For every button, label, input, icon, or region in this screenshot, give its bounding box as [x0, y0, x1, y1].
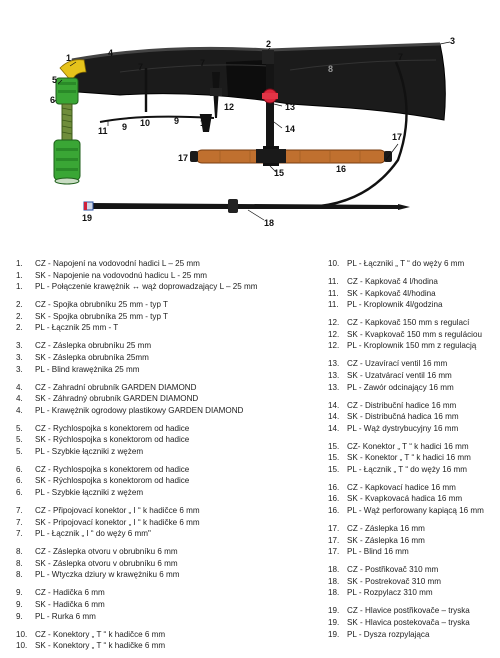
callout-18: 18 [264, 218, 275, 228]
legend-number: 2. [16, 311, 23, 321]
legend-line [328, 464, 498, 476]
legend-text: CZ - Spojka obrubníku 25 mm - typ T [35, 300, 168, 310]
legend-line [16, 558, 316, 570]
callout-9a: 9 [122, 122, 128, 132]
legend-group [16, 340, 316, 375]
legend-group [328, 317, 498, 352]
callout-4: 4 [108, 48, 114, 58]
legend-line [328, 299, 498, 311]
callout-13: 13 [285, 102, 296, 112]
legend-column-left [16, 258, 316, 658]
legend-line [328, 629, 498, 641]
legend-line [16, 528, 316, 540]
legend-line [16, 311, 316, 323]
legend-text: SK - Záslepka 16 mm [347, 535, 425, 545]
legend-number: 6. [16, 488, 23, 498]
legend-number: 16. [328, 482, 340, 492]
legend-line [16, 640, 316, 652]
legend-text: SK - Záhradný obrubník GARDEN DIAMOND [35, 394, 199, 404]
legend-number: 18. [328, 588, 340, 598]
legend-text: PL - Szybkie łączniki z wężem [35, 488, 144, 498]
legend-line [328, 276, 498, 288]
legend-number: 10. [328, 259, 340, 268]
legend-line [328, 329, 498, 341]
legend-text: CZ - Rychlospojka s konektorem od hadice [35, 464, 190, 474]
legend-text: CZ - Záslepka otvoru v obrubníku 6 mm [35, 547, 178, 557]
legend-line [328, 505, 498, 517]
callout-7b: 7 [200, 58, 206, 68]
legend-number: 11. [328, 276, 339, 286]
legend-text: CZ - Hlavice postřikovače – tryska [347, 606, 470, 616]
legend-text: CZ - Kapkovač 150 mm s regulací [347, 318, 470, 328]
legend-line [16, 281, 316, 293]
legend-text: PL - Kroplownik 150 mm z regulacją [347, 341, 477, 351]
legend-number: 10. [16, 629, 28, 639]
legend-number: 12. [328, 329, 340, 339]
legend-number: 19. [328, 629, 340, 639]
legend-line [16, 352, 316, 364]
legend-text: SK - Záslepka obrubníka 25mm [35, 352, 149, 362]
legend-line [16, 517, 316, 529]
legend-text: CZ - Konektory „ T “ k hadičce 6 mm [35, 629, 166, 639]
legend-group [16, 258, 316, 293]
legend-text: PL - Połączenie krawężnik ↔ wąż doprowadzający L – 25 mm [35, 282, 258, 292]
legend-line [328, 358, 498, 370]
legend-number: 3. [16, 352, 23, 362]
legend-line [328, 340, 498, 352]
legend-line [328, 535, 498, 547]
legend-text: PL - Wtyczka dziury w krawężniku 6 mm [35, 570, 180, 580]
legend-line [328, 317, 498, 329]
legend-group [16, 629, 316, 652]
legend-line [328, 493, 498, 505]
legend-line [328, 617, 498, 629]
legend-number: 8. [16, 547, 23, 557]
irrigation-diagram [0, 0, 500, 245]
legend-text: CZ - Uzavírací ventil 16 mm [347, 359, 448, 369]
legend-text: SK - Konektory „ T “ k hadičke 6 mm [35, 641, 166, 651]
legend-number: 9. [16, 588, 23, 598]
legend-line [16, 629, 316, 641]
legend-text: CZ - Připojovací konektor „ I “ k hadičce 6 mm [35, 506, 200, 516]
tube-6mm-to-drippers [100, 117, 214, 122]
callout-3: 3 [450, 36, 456, 46]
legend-line [16, 423, 316, 435]
legend-number: 17. [328, 524, 340, 534]
legend-text: PL - Blind 16 mm [347, 547, 409, 557]
legend-number: 8. [16, 570, 23, 580]
legend-number: 3. [16, 364, 23, 374]
legend-text: SK - Distribučná hadica 16 mm [347, 412, 459, 422]
legend-text: SK - Kapkovač 4l/hodina [347, 288, 436, 298]
callout-1: 1 [66, 53, 72, 63]
legend-number: 13. [328, 382, 340, 392]
legend-text: SK - Kvapkovacá hadica 16 mm [347, 494, 463, 504]
legend-text: PL - Rozpylacz 310 mm [347, 588, 433, 598]
legend-column-right [328, 258, 498, 647]
legend-text: SK - Konektor „ T “ k hadici 16 mm [347, 453, 471, 463]
t-connector-25mm [262, 50, 274, 64]
sprinkler-stake [92, 203, 398, 209]
legend-number: 12. [328, 341, 340, 351]
legend-group [328, 400, 498, 435]
legend-number: 9. [16, 611, 23, 621]
legend-line [328, 400, 498, 412]
legend-line [16, 270, 316, 282]
callout-5: 5 [52, 75, 58, 85]
callout-10: 10 [140, 118, 151, 128]
legend-line [328, 482, 498, 494]
legend-group [16, 505, 316, 540]
callout-16: 16 [336, 164, 347, 174]
legend-number: 18. [328, 576, 340, 586]
legend-line [328, 605, 498, 617]
legend-number: 15. [328, 441, 340, 451]
legend-text: PL - Wąż perforowany kapiącą 16 mm [347, 506, 484, 516]
legend-text: PL - Blind krawężnika 25 mm [35, 364, 140, 374]
legend-text: PL - Łączniki „ T “ do węży 6 mm [347, 259, 465, 268]
callout-7c: 7 [398, 52, 404, 62]
legend-text: PL - Szybkie łączniki z wężem [35, 446, 144, 456]
legend-text: PL - Łącznik „ T “ do węży 16 mm [347, 464, 467, 474]
legend-text: SK - Postrekovač 310 mm [347, 576, 442, 586]
legend-line [328, 382, 498, 394]
legend-text: PL - Kroplownik 4l/godzina [347, 300, 443, 310]
legend-group [16, 423, 316, 458]
legend-text: PL - Łącznik „ I “ do węży 6 mm" [35, 529, 151, 539]
legend-line [16, 258, 316, 270]
legend-number: 16. [328, 494, 340, 504]
legend-text: SK - Kvapkovač 150 mm s reguláciou [347, 329, 482, 339]
callout-2: 2 [266, 39, 272, 49]
legend-group [16, 587, 316, 622]
callout-11a: 11 [98, 126, 108, 136]
legend-number: 7. [16, 517, 23, 527]
legend-number: 14. [328, 400, 340, 410]
callout-15: 15 [274, 168, 285, 178]
legend-text: PL - Łącznik 25 mm - T [35, 323, 119, 333]
legend-line [16, 405, 316, 417]
legend-text: SK - Uzatvárací ventil 16 mm [347, 370, 452, 380]
legend-number: 3. [16, 341, 23, 351]
legend-group [16, 546, 316, 581]
drip-hose [196, 150, 386, 163]
legend-number: 4. [16, 394, 23, 404]
legend-text: SK - Hlavica postekovača – tryska [347, 617, 470, 627]
legend-number: 13. [328, 359, 340, 369]
legend-text: CZ - Záslepka 16 mm [347, 524, 425, 534]
callout-11b: 11 [200, 118, 210, 128]
legend-number: 6. [16, 476, 23, 486]
legend-line [16, 464, 316, 476]
legend-line [328, 523, 498, 535]
legend-number: 18. [328, 565, 340, 575]
legend-number: 17. [328, 535, 340, 545]
legend-group [328, 564, 498, 599]
legend-text: SK - Pripojovací konektor „ I “ k hadičke 6 mm [35, 517, 200, 527]
legend-line [328, 546, 498, 558]
legend-line [328, 452, 498, 464]
legend-number: 7. [16, 506, 23, 516]
callout-7a: 7 [138, 62, 144, 72]
legend-number: 17. [328, 547, 340, 557]
legend-text: CZ - Kapkovač 4 l/hodina [347, 276, 438, 286]
legend-text: PL - Dysza rozpylająca [347, 629, 430, 639]
legend-group [328, 605, 498, 640]
callout-19: 19 [82, 213, 93, 223]
legend-text: SK - Rýchlospojka s konektorom od hadice [35, 435, 190, 445]
legend-line [328, 423, 498, 435]
legend-number: 12. [328, 318, 340, 328]
legend-number: 15. [328, 453, 340, 463]
legend-text: SK - Hadička 6 mm [35, 599, 105, 609]
legend-number: 5. [16, 446, 23, 456]
legend-group [328, 358, 498, 393]
legend-number: 14. [328, 412, 340, 422]
legend-group [16, 464, 316, 499]
legend-text: CZ - Hadička 6 mm [35, 588, 105, 598]
distribution-hose [266, 64, 274, 156]
legend-text: SK - Záslepka otvoru v obrubníku 6 mm [35, 558, 178, 568]
legend-text: CZ - Rychlospojka s konektorem od hadice [35, 423, 190, 433]
legend-number: 1. [16, 270, 23, 280]
end-cap-16mm [190, 151, 198, 162]
legend-number: 19. [328, 617, 340, 627]
legend-text: CZ - Zahradní obrubník GARDEN DIAMOND [35, 382, 197, 392]
legend-number: 2. [16, 323, 23, 333]
legend-text: CZ - Záslepka obrubníku 25 mm [35, 341, 152, 351]
legend-text: PL - Wąż dystrybucyjny 16 mm [347, 423, 459, 433]
legend-line [328, 288, 498, 300]
legend-line [16, 340, 316, 352]
legend-line [16, 393, 316, 405]
legend-line [16, 599, 316, 611]
legend-line [328, 587, 498, 599]
legend-text: CZ - Postřikovač 310 mm [347, 565, 439, 575]
legend-number: 16. [328, 506, 340, 516]
legend-group [328, 482, 498, 517]
legend-text: PL - Zawór odcinający 16 mm [347, 382, 454, 392]
legend-number: 5. [16, 435, 23, 445]
legend-group [16, 299, 316, 334]
legend-number: 1. [16, 282, 23, 292]
legend-number: 6. [16, 464, 23, 474]
legend-group [328, 258, 498, 270]
legend-number: 9. [16, 599, 23, 609]
legend-number: 15. [328, 464, 340, 474]
legend-number: 2. [16, 300, 23, 310]
legend-number: 13. [328, 370, 340, 380]
legend-line [16, 587, 316, 599]
legend-number: 14. [328, 423, 340, 433]
legend-number: 7. [16, 529, 23, 539]
legend-line [328, 576, 498, 588]
legend-line [328, 258, 498, 270]
legend-line [16, 505, 316, 517]
legend-text: PL - Rurka 6 mm [35, 611, 96, 621]
legend-line [16, 446, 316, 458]
legend-line [16, 569, 316, 581]
legend-line [16, 611, 316, 623]
legend-group [328, 276, 498, 311]
legend-number: 11. [328, 300, 339, 310]
legend-line [16, 546, 316, 558]
legend-number: 8. [16, 558, 23, 568]
callout-8: 8 [328, 64, 334, 74]
legend-line [16, 434, 316, 446]
legend-line [328, 564, 498, 576]
legend-text: PL - Krawężnik ogrodowy plastikowy GARDEN DIAMOND [35, 405, 244, 415]
callout-17a: 17 [178, 153, 189, 163]
legend-line [16, 382, 316, 394]
legend-text: CZ - Distribuční hadice 16 mm [347, 400, 457, 410]
legend-line [16, 475, 316, 487]
legend-number: 10. [16, 641, 28, 651]
legend-line [16, 322, 316, 334]
legend-line [328, 370, 498, 382]
legend-line [16, 299, 316, 311]
legend-text: CZ - Kapkovací hadice 16 mm [347, 482, 456, 492]
legend-group [328, 523, 498, 558]
callout-6: 6 [50, 95, 56, 105]
legend-group [328, 441, 498, 476]
callout-9b: 9 [174, 116, 180, 126]
callout-17b: 17 [392, 132, 403, 142]
legend-group [16, 382, 316, 417]
legend-line [16, 487, 316, 499]
legend-number: 19. [328, 606, 340, 616]
legend-text: CZ - Napojení na vodovodní hadici L – 25 mm [35, 259, 200, 268]
legend-text: CZ- Konektor „ T “ k hadici 16 mm [347, 441, 469, 451]
legend-number: 11. [328, 288, 339, 298]
legend-line [328, 441, 498, 453]
callout-12: 12 [224, 102, 235, 112]
legend-number: 5. [16, 423, 23, 433]
legend-text: SK - Rýchlospojka s konektorom od hadice [35, 476, 190, 486]
callout-14: 14 [285, 124, 296, 134]
legend-line [16, 364, 316, 376]
legend-text: SK - Spojka obrubníka 25 mm - typ T [35, 311, 169, 321]
legend-text: SK - Napojenie na vodovodnú hadicu L - 25 mm [35, 270, 208, 280]
legend-line [328, 411, 498, 423]
legend-number: 1. [16, 259, 23, 268]
legend-number: 4. [16, 382, 23, 392]
legend-number: 4. [16, 405, 23, 415]
